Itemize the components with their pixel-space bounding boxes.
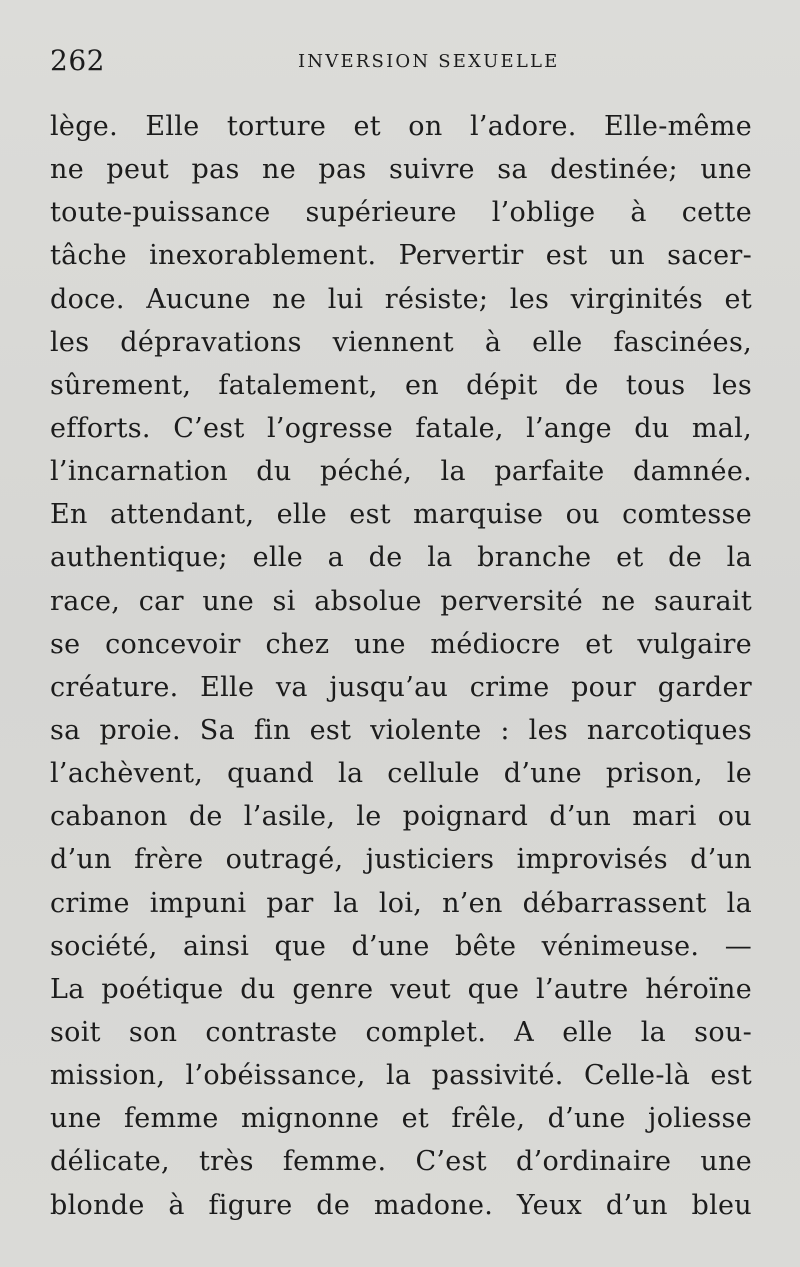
running-title: INVERSION SEXUELLE <box>298 51 560 72</box>
text-line: d’un frère outragé, justiciers improvisés d’un <box>50 844 752 876</box>
text-line: authentique; elle a de la branche et de la <box>50 542 752 574</box>
text-line: une femme mignonne et frêle, d’une joliesse <box>50 1103 752 1135</box>
text-line: La poétique du genre veut que l’autre héroïne <box>50 973 752 1005</box>
text-line: En attendant, elle est marquise ou comtesse <box>50 499 752 531</box>
text-line: blonde à figure de madone. Yeux d’un bleu <box>50 1189 752 1221</box>
body-text <box>50 105 752 1227</box>
text-line: délicate, très femme. C’est d’ordinaire une <box>50 1146 752 1178</box>
text-line: cabanon de l’asile, le poignard d’un mari ou <box>50 801 752 833</box>
text-line: les dépravations viennent à elle fascinées, <box>50 326 752 358</box>
page-header <box>50 44 750 78</box>
text-line: sa proie. Sa fin est violente : les narcotiques <box>50 714 752 746</box>
text-line: l’achèvent, quand la cellule d’une prison, le <box>50 758 752 790</box>
text-line: sûrement, fatalement, en dépit de tous les <box>50 369 752 401</box>
text-line: se concevoir chez une médiocre et vulgaire <box>50 628 752 660</box>
text-line: société, ainsi que d’une bête vénimeuse. — <box>50 930 752 962</box>
text-line: doce. Aucune ne lui résiste; les virginités et <box>50 283 752 315</box>
text-line: créature. Elle va jusqu’au crime pour garder <box>50 671 752 703</box>
text-line: tâche inexorablement. Pervertir est un sacer- <box>50 240 752 272</box>
text-line: crime impuni par la loi, n’en débarrassent la <box>50 887 752 919</box>
text-line: ne peut pas ne pas suivre sa destinée; une <box>50 154 752 186</box>
text-line: mission, l’obéissance, la passivité. Celle-là est <box>50 1060 752 1092</box>
text-line: lège. Elle torture et on l’adore. Elle-même <box>50 111 752 142</box>
page-number: 262 <box>50 44 105 77</box>
text-line: race, car une si absolue perversité ne saurait <box>50 585 752 617</box>
text-line: l’incarnation du péché, la parfaite damnée. <box>50 456 752 488</box>
text-line: toute-puissance supérieure l’oblige à cette <box>50 197 752 229</box>
text-line: efforts. C’est l’ogresse fatale, l’ange du mal, <box>50 412 752 444</box>
text-line: soit son contraste complet. A elle la sou- <box>50 1016 752 1048</box>
